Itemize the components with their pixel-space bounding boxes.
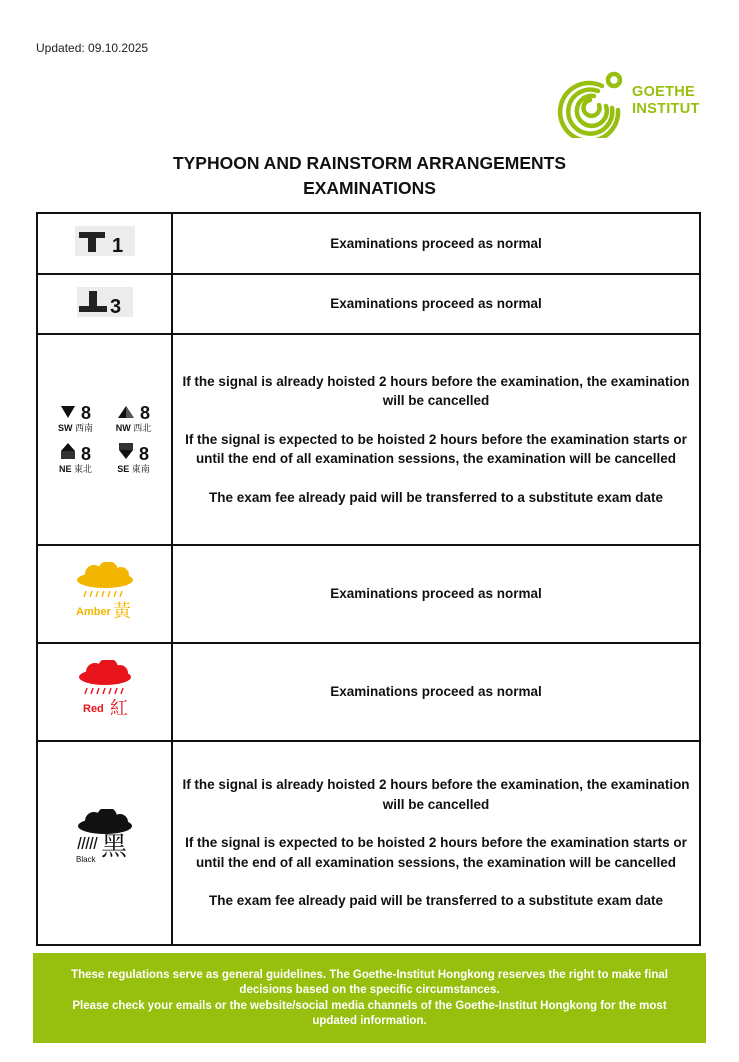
arrangement-text: Examinations proceed as normal [172,643,700,741]
black-rainstorm-icon [73,809,137,873]
logo-text: GOETHE INSTITUT [632,84,700,117]
arrangement-text: Examinations proceed as normal [172,213,700,274]
amber-rainstorm-icon [72,562,138,622]
table-row [37,643,700,741]
red-rainstorm-icon [75,660,135,720]
signal-cell [37,741,172,945]
svg-text:Amber: Amber [75,605,111,618]
svg-text:黃: 黃 [112,600,131,622]
signal-cell [37,545,172,643]
signal-cell [37,213,172,274]
updated-date: Updated: 09.10.2025 [36,41,149,55]
svg-text:黑: 黑 [100,831,127,862]
arrangement-text: If the signal is already hoisted 2 hours before the examination, the examination will be cancelled If the signal is expected to be hoisted 2 hours before the examination starts or until the end of all examination sessions, the examination will be cancelled The exam fee already paid will be transferred to a substitute exam date [172,741,700,945]
signal-cell [37,334,172,545]
typhoon-signal-3-icon [77,285,133,319]
signal-cell [37,274,172,334]
footer-notice [33,953,706,1043]
svg-text:1: 1 [111,235,123,257]
table-row [37,274,700,334]
table-row [37,213,700,274]
arrangement-text: Examinations proceed as normal [172,274,700,334]
footer-line: These regulations serve as general guidelines. The Goethe-Institut Hongkong reserves the right to make final decisions based on the specific circumstances. [71,968,668,996]
table-row [37,545,700,643]
svg-text:Red: Red [82,702,104,715]
arrangement-text: Examinations proceed as normal [172,545,700,643]
typhoon-signal-1-icon [75,224,135,258]
typhoon-signal-8-icon: 8 SW 西南 8 NW 西北 8 NE 東北 8 SE 東南 [57,403,152,474]
table-row [37,334,700,545]
signal-cell [37,643,172,741]
svg-text:3: 3 [109,295,121,318]
svg-text:Black: Black [75,854,96,864]
arrangement-text: If the signal is already hoisted 2 hours before the examination, the examination will be cancelled If the signal is expected to be hoisted 2 hours before the examination starts or until the end of all examination sessions, the examination will be cancelled The exam fee already paid will be transferred to a substitute exam date [172,334,700,545]
arrangements-table [36,212,701,946]
page-subtitle: EXAMINATIONS [303,178,436,198]
page-title: TYPHOON AND RAINSTORM ARRANGEMENTS [172,153,567,173]
svg-text:紅: 紅 [109,697,128,719]
footer-line: Please check your emails or the website/social media channels of the Goethe-Institut Hongkong for the most updated information. [72,999,667,1027]
table-row [37,741,700,945]
